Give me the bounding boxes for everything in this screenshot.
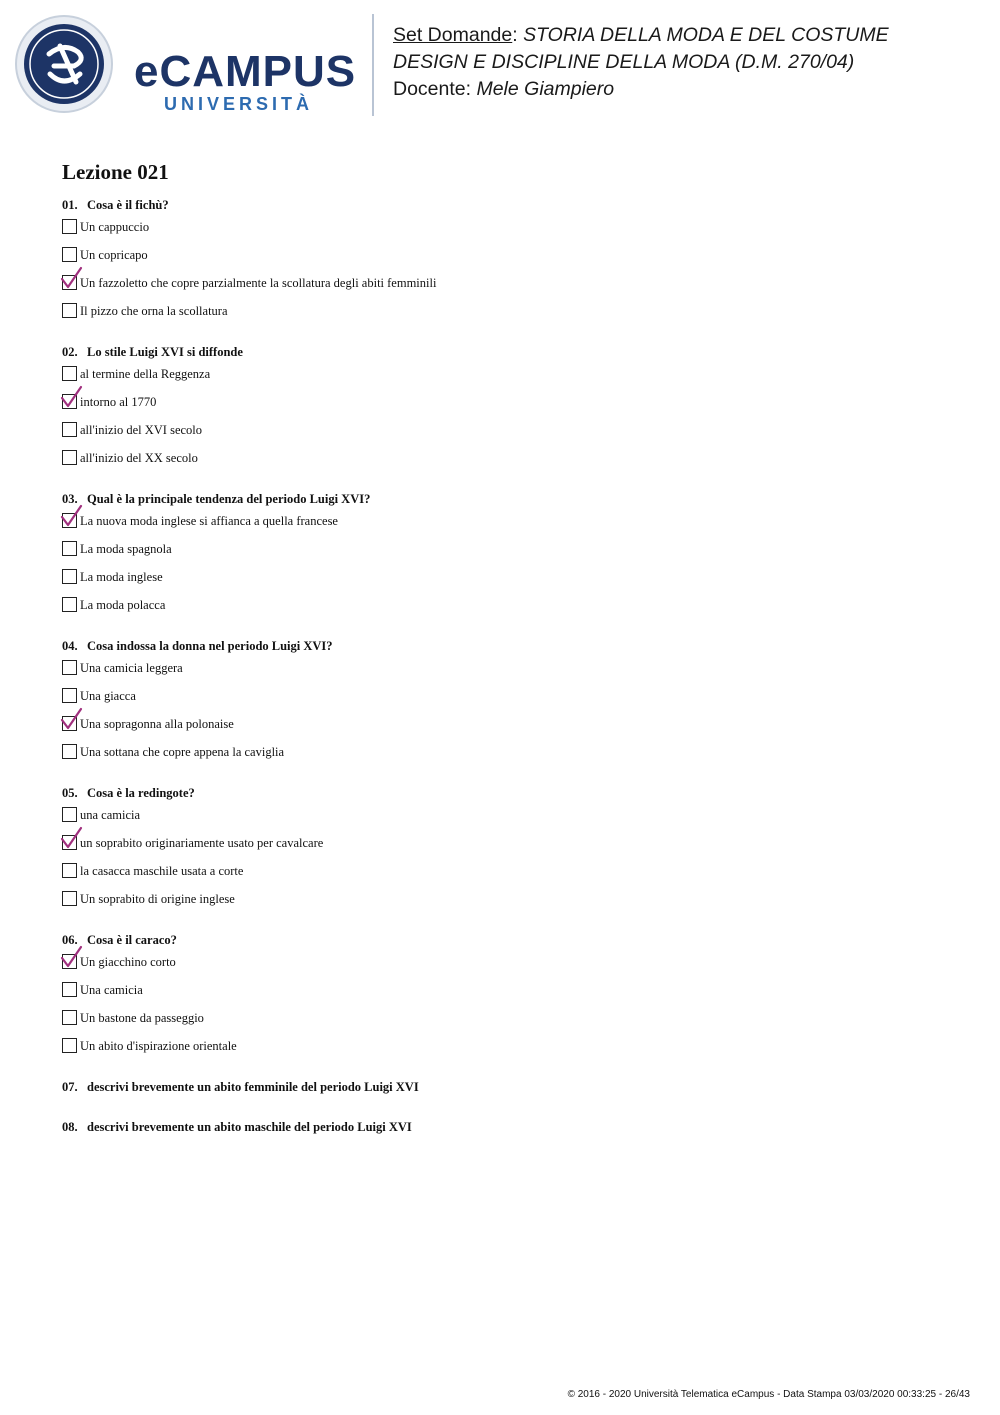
teacher-label: Docente: [393, 78, 477, 100]
answer-checkbox[interactable] [62, 1010, 77, 1025]
answer-checkbox[interactable] [62, 688, 77, 703]
answer-checkbox[interactable] [62, 366, 77, 381]
question-label: Cosa è la redingote? [87, 786, 195, 800]
answer-option[interactable] [62, 302, 942, 330]
answer-option[interactable] [62, 512, 942, 540]
question-text [62, 196, 942, 218]
question-number: 07. [62, 1080, 78, 1094]
question-3 [62, 490, 942, 624]
answer-label: Una camicia leggera [80, 661, 183, 675]
answer-option[interactable] [62, 687, 942, 715]
answer-checkbox[interactable] [62, 219, 77, 234]
answer-checkbox[interactable] [62, 247, 77, 262]
teacher-value: Mele Giampiero [476, 78, 615, 100]
answer-label: Una camicia [80, 983, 143, 997]
answer-label: Un giacchino corto [80, 955, 176, 969]
question-number: 03. [62, 492, 78, 506]
answer-label: all'inizio del XX secolo [80, 451, 198, 465]
question-number: 05. [62, 786, 78, 800]
answer-label: Un fazzoletto che copre parzialmente la scollatura degli abiti femminili [80, 276, 437, 290]
ecampus-logo [14, 14, 359, 118]
answer-option[interactable] [62, 246, 942, 274]
answer-label: La nuova moda inglese si affianca a quella francese [80, 514, 338, 528]
checkmark-icon [60, 267, 82, 289]
question-6 [62, 931, 942, 1065]
answer-checkbox[interactable] [62, 1038, 77, 1053]
answer-label: una camicia [80, 808, 141, 822]
question-number: 01. [62, 198, 78, 212]
question-text [62, 637, 942, 659]
answer-checkbox[interactable] [62, 863, 77, 878]
question-number: 08. [62, 1120, 78, 1134]
checkmark-icon [60, 708, 82, 730]
answer-option[interactable] [62, 274, 942, 302]
question-text [62, 343, 942, 365]
answer-option[interactable] [62, 715, 942, 743]
footer: © 2016 - 2020 Università Telematica eCampus - Data Stampa 03/03/2020 00:33:25 - 26/43 [567, 1389, 970, 1400]
lesson-title: Lezione 021 [62, 160, 169, 184]
set-label: Set Domande [393, 24, 513, 46]
checkmark-icon [60, 505, 82, 527]
question-label: descrivi brevemente un abito maschile del periodo Luigi XVI [87, 1120, 412, 1134]
answer-label: all'inizio del XVI secolo [80, 423, 203, 437]
question-number: 02. [62, 345, 78, 359]
header-divider [372, 14, 374, 116]
checkmark-icon [60, 946, 82, 968]
question-number: 04. [62, 639, 78, 653]
answer-option[interactable] [62, 596, 942, 624]
answer-label: un soprabito originariamente usato per cavalcare [80, 836, 324, 850]
checkmark-icon [60, 827, 82, 849]
answer-label: Il pizzo che orna la scollatura [80, 304, 228, 318]
answer-label: La moda inglese [80, 570, 163, 584]
answer-option[interactable] [62, 981, 942, 1009]
question-text [62, 1118, 942, 1140]
answer-label: La moda polacca [80, 598, 166, 612]
question-1 [62, 196, 942, 330]
answer-label: Una sottana che copre appena la caviglia [80, 745, 285, 759]
answer-checkbox[interactable] [62, 541, 77, 556]
answer-option[interactable] [62, 393, 942, 421]
answer-option[interactable] [62, 743, 942, 771]
answer-option[interactable] [62, 365, 942, 393]
question-8 [62, 1118, 942, 1140]
answer-option[interactable] [62, 540, 942, 568]
answer-label: Un copricapo [80, 248, 148, 262]
question-label: Cosa indossa la donna nel periodo Luigi XVI? [87, 639, 333, 653]
answer-checkbox[interactable] [62, 807, 77, 822]
question-label: Lo stile Luigi XVI si diffonde [87, 345, 243, 359]
svg-text:UNIVERSITÀ: UNIVERSITÀ [164, 94, 314, 114]
answer-checkbox[interactable] [62, 891, 77, 906]
answer-option[interactable] [62, 862, 942, 890]
answer-label: Un cappuccio [80, 220, 150, 234]
answer-option[interactable] [62, 890, 942, 918]
question-text [62, 1078, 942, 1100]
question-5 [62, 784, 942, 918]
answer-option[interactable] [62, 1037, 942, 1065]
answer-option[interactable] [62, 218, 942, 246]
question-number: 06. [62, 933, 78, 947]
answer-checkbox[interactable] [62, 422, 77, 437]
question-7 [62, 1078, 942, 1100]
question-label: Cosa è il fichù? [87, 198, 169, 212]
answer-label: intorno al 1770 [80, 395, 157, 409]
answer-checkbox[interactable] [62, 982, 77, 997]
answer-label: La moda spagnola [80, 542, 172, 556]
answer-checkbox[interactable] [62, 744, 77, 759]
question-text [62, 784, 942, 806]
set-value-line2: DESIGN E DISCIPLINE DELLA MODA (D.M. 270/04) [393, 51, 855, 73]
question-label: Qual è la principale tendenza del periodo Luigi XVI? [87, 492, 371, 506]
answer-label: Un soprabito di origine inglese [80, 892, 235, 906]
question-label: Cosa è il caraco? [87, 933, 177, 947]
checkmark-icon [60, 386, 82, 408]
answer-checkbox[interactable] [62, 303, 77, 318]
answer-option[interactable] [62, 449, 942, 477]
question-4 [62, 637, 942, 771]
question-text [62, 490, 942, 512]
set-value: STORIA DELLA MODA E DEL COSTUME [523, 24, 889, 46]
answer-label: Una giacca [80, 689, 136, 703]
answer-label: Una sopragonna alla polonaise [80, 717, 234, 731]
answer-option[interactable] [62, 568, 942, 596]
answer-label: Un abito d'ispirazione orientale [80, 1039, 237, 1053]
answer-option[interactable] [62, 806, 942, 834]
question-list [62, 196, 942, 1158]
question-label: descrivi brevemente un abito femminile del periodo Luigi XVI [87, 1080, 419, 1094]
question-2 [62, 343, 942, 477]
answer-option[interactable] [62, 659, 942, 687]
answer-checkbox[interactable] [62, 660, 77, 675]
svg-text:eCAMPUS: eCAMPUS [134, 47, 357, 96]
answer-option[interactable] [62, 421, 942, 449]
answer-label: Un bastone da passeggio [80, 1011, 204, 1025]
question-text [62, 931, 942, 953]
answer-checkbox[interactable] [62, 597, 77, 612]
header-info: Set Domande: STORIA DELLA MODA E DEL COSTUME DESIGN E DISCIPLINE DELLA MODA (D.M. 270/04) Docente: Mele Giampiero [393, 24, 889, 100]
answer-option[interactable] [62, 1009, 942, 1037]
answer-option[interactable] [62, 834, 942, 862]
answer-label: al termine della Reggenza [80, 367, 211, 381]
answer-checkbox[interactable] [62, 450, 77, 465]
answer-checkbox[interactable] [62, 569, 77, 584]
answer-label: la casacca maschile usata a corte [80, 864, 244, 878]
answer-option[interactable] [62, 953, 942, 981]
